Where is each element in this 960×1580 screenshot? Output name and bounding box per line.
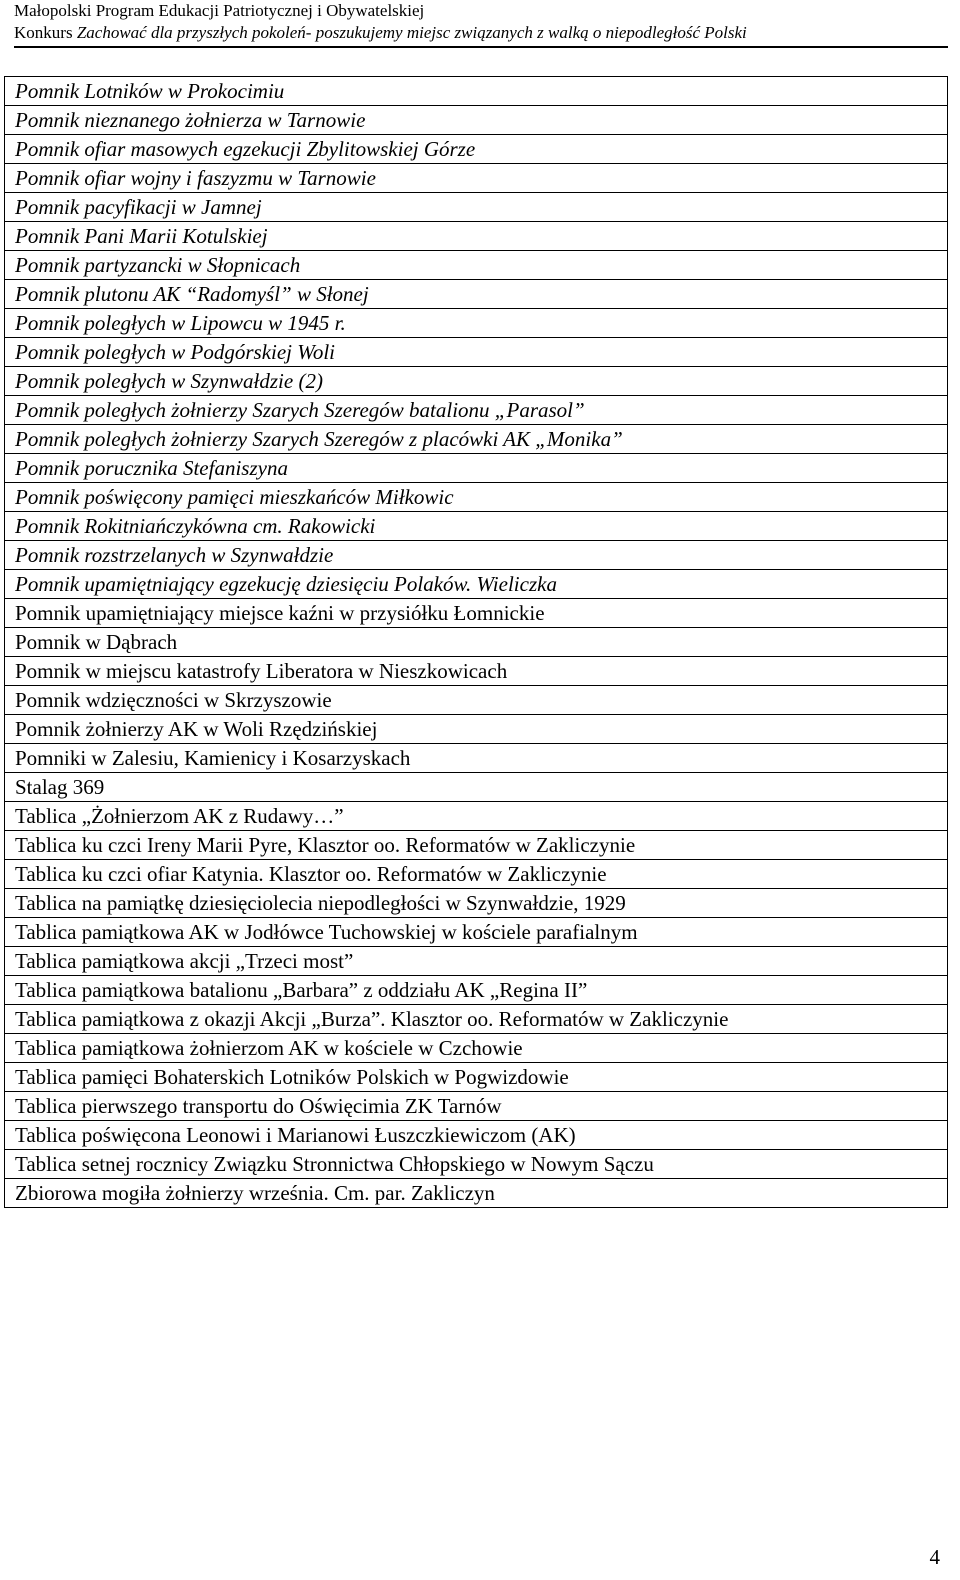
page-header (14, 0, 948, 44)
table-row: Tablica pierwszego transportu do Oświęcimia ZK Tarnów (5, 1092, 948, 1121)
table-row: Pomnik upamiętniający egzekucję dziesięciu Polaków. Wieliczka (5, 570, 948, 599)
contest-prefix: Konkurs (14, 23, 77, 42)
table-row: Tablica pamiątkowa z okazji Akcji „Burza”. Klasztor oo. Reformatów w Zakliczynie (5, 1005, 948, 1034)
table-row: Pomnik Rokitniańczykówna cm. Rakowicki (5, 512, 948, 541)
table-row: Pomnik poległych w Lipowcu w 1945 r. (5, 309, 948, 338)
table-row: Pomnik ofiar wojny i faszyzmu w Tarnowie (5, 164, 948, 193)
contest-title (14, 22, 948, 44)
table-row: Pomnik w Dąbrach (5, 628, 948, 657)
places-table (4, 76, 948, 1208)
table-row: Pomnik wdzięczności w Skrzyszowie (5, 686, 948, 715)
page-number: 4 (929, 1545, 940, 1569)
table-row: Pomnik plutonu AK “Radomyśl” w Słonej (5, 280, 948, 309)
table-row: Tablica pamiątkowa AK w Jodłówce Tuchowskiej w kościele parafialnym (5, 918, 948, 947)
table-row: Pomnik upamiętniający miejsce kaźni w przysiółku Łomnickie (5, 599, 948, 628)
table-row: Tablica pamięci Bohaterskich Lotników Polskich w Pogwizdowie (5, 1063, 948, 1092)
table-row: Tablica poświęcona Leonowi i Marianowi Łuszczkiewiczom (AK) (5, 1121, 948, 1150)
table-row: Tablica pamiątkowa batalionu „Barbara” z oddziału AK „Regina II” (5, 976, 948, 1005)
table-row: Pomnik nieznanego żołnierza w Tarnowie (5, 106, 948, 135)
program-title: Małopolski Program Edukacji Patriotycznej i Obywatelskiej (14, 1, 425, 20)
table-row: Pomnik poświęcony pamięci mieszkańców Miłkowic (5, 483, 948, 512)
table-row: Pomnik rozstrzelanych w Szynwałdzie (5, 541, 948, 570)
table-row: Pomnik żołnierzy AK w Woli Rzędzińskiej (5, 715, 948, 744)
table-row: Pomniki w Zalesiu, Kamienicy i Kosarzyskach (5, 744, 948, 773)
header-divider (14, 46, 948, 48)
table-row: Tablica pamiątkowa żołnierzom AK w kościele w Czchowie (5, 1034, 948, 1063)
table-row: Tablica „Żołnierzom AK z Rudawy…” (5, 802, 948, 831)
contest-name: Zachować dla przyszłych pokoleń- poszukujemy miejsc związanych z walką o niepodległość Polski (76, 23, 747, 42)
table-row: Stalag 369 (5, 773, 948, 802)
table-row: Tablica na pamiątkę dziesięciolecia niepodległości w Szynwałdzie, 1929 (5, 889, 948, 918)
table-row: Pomnik porucznika Stefaniszyna (5, 454, 948, 483)
table-row: Pomnik partyzancki w Słopnicach (5, 251, 948, 280)
table-row: Tablica ku czci ofiar Katynia. Klasztor oo. Reformatów w Zakliczynie (5, 860, 948, 889)
table-row: Pomnik ofiar masowych egzekucji Zbylitowskiej Górze (5, 135, 948, 164)
table-row: Pomnik Lotników w Prokocimiu (5, 77, 948, 106)
table-row: Tablica pamiątkowa akcji „Trzeci most” (5, 947, 948, 976)
table-row: Pomnik w miejscu katastrofy Liberatora w Nieszkowicach (5, 657, 948, 686)
table-row: Pomnik Pani Marii Kotulskiej (5, 222, 948, 251)
table-row: Tablica setnej rocznicy Związku Stronnictwa Chłopskiego w Nowym Sączu (5, 1150, 948, 1179)
table-row: Pomnik poległych żołnierzy Szarych Szeregów batalionu „Parasol” (5, 396, 948, 425)
table-row: Zbiorowa mogiła żołnierzy września. Cm. par. Zakliczyn (5, 1179, 948, 1208)
table-row: Tablica ku czci Ireny Marii Pyre, Klasztor oo. Reformatów w Zakliczynie (5, 831, 948, 860)
table-row: Pomnik poległych w Podgórskiej Woli (5, 338, 948, 367)
table-row: Pomnik poległych w Szynwałdzie (2) (5, 367, 948, 396)
table-row: Pomnik pacyfikacji w Jamnej (5, 193, 948, 222)
table-row: Pomnik poległych żołnierzy Szarych Szeregów z placówki AK „Monika” (5, 425, 948, 454)
